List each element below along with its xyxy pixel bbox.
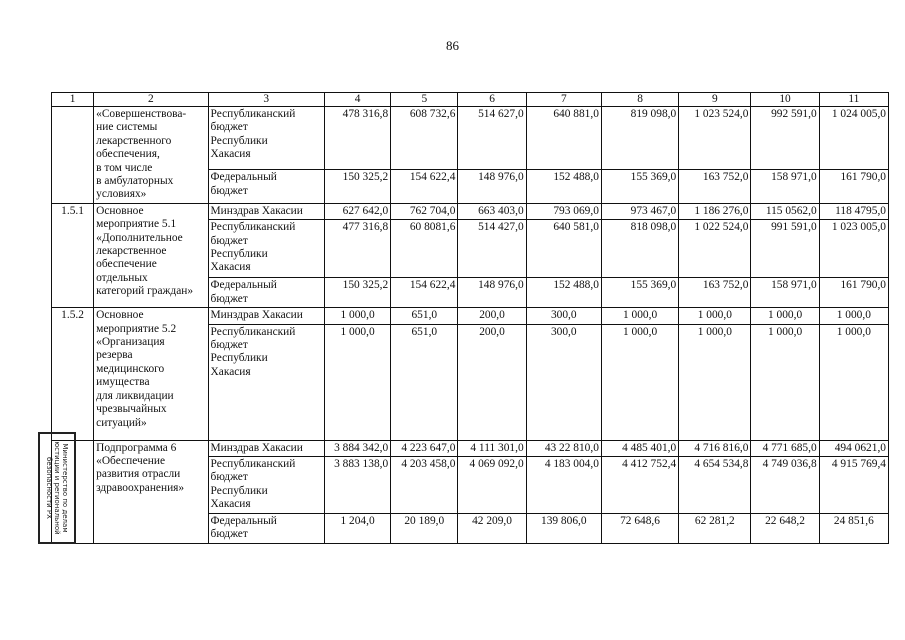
amount-cell: 72 648,6	[601, 513, 678, 543]
amount-cell: 1 000,0	[679, 324, 751, 440]
amount-cell: 200,0	[458, 308, 526, 324]
table-row	[52, 440, 889, 456]
amount-cell: 4 749 036,8	[751, 457, 819, 514]
amount-cell: 4 716 816,0	[679, 440, 751, 456]
header-cell: 1	[52, 93, 94, 107]
amount-cell: 1 000,0	[324, 324, 390, 440]
header-cell: 6	[458, 93, 526, 107]
amount-cell: 118 4795,0	[819, 203, 888, 219]
amount-cell: 155 369,0	[601, 278, 678, 308]
amount-cell: 158 971,0	[751, 170, 819, 204]
row-number	[52, 107, 94, 204]
amount-cell: 150 325,2	[324, 278, 390, 308]
amount-cell: 4 223 647,0	[391, 440, 458, 456]
amount-cell: 200,0	[458, 324, 526, 440]
funding-source: Федеральный бюджет	[208, 513, 324, 543]
registration-stamp	[38, 432, 76, 544]
table-row	[52, 107, 889, 170]
amount-cell: 4 111 301,0	[458, 440, 526, 456]
activity-description: Основное мероприятие 5.1 «Дополнительное лекарственное обеспечение отдельных категорий граждан»	[94, 203, 208, 307]
amount-cell: 4 654 534,8	[679, 457, 751, 514]
funding-source: Минздрав Хакасии	[208, 440, 324, 456]
amount-cell: 514 627,0	[458, 107, 526, 170]
funding-source: Республиканский бюджет Республики Хакасия	[208, 457, 324, 514]
amount-cell: 1 000,0	[679, 308, 751, 324]
amount-cell: 514 427,0	[458, 220, 526, 278]
amount-cell: 4 915 769,4	[819, 457, 888, 514]
amount-cell: 1 000,0	[819, 324, 888, 440]
amount-cell: 24 851,6	[819, 513, 888, 543]
amount-cell: 60 8081,6	[391, 220, 458, 278]
funding-source: Республиканский бюджет Республики Хакасия	[208, 324, 324, 440]
amount-cell: 4 412 752,4	[601, 457, 678, 514]
funding-source: Республиканский бюджет Республики Хакасия	[208, 107, 324, 170]
amount-cell: 154 622,4	[391, 278, 458, 308]
amount-cell: 1 186 276,0	[679, 203, 751, 219]
row-number: 1.5.1	[52, 203, 94, 307]
header-cell: 8	[601, 93, 678, 107]
amount-cell: 1 000,0	[601, 324, 678, 440]
header-cell: 3	[208, 93, 324, 107]
amount-cell: 819 098,0	[601, 107, 678, 170]
amount-cell: 300,0	[526, 324, 601, 440]
table-row	[52, 203, 889, 219]
funding-source: Минздрав Хакасии	[208, 203, 324, 219]
amount-cell: 762 704,0	[391, 203, 458, 219]
amount-cell: 651,0	[391, 324, 458, 440]
amount-cell: 115 0562,0	[751, 203, 819, 219]
amount-cell: 1 000,0	[819, 308, 888, 324]
amount-cell: 163 752,0	[679, 278, 751, 308]
amount-cell: 20 189,0	[391, 513, 458, 543]
amount-cell: 992 591,0	[751, 107, 819, 170]
header-cell: 10	[751, 93, 819, 107]
header-cell: 2	[94, 93, 208, 107]
amount-cell: 43 22 810,0	[526, 440, 601, 456]
amount-cell: 1 024 005,0	[819, 107, 888, 170]
amount-cell: 4 069 092,0	[458, 457, 526, 514]
amount-cell: 161 790,0	[819, 170, 888, 204]
funding-source: Федеральный бюджет	[208, 278, 324, 308]
amount-cell: 158 971,0	[751, 278, 819, 308]
amount-cell: 1 023 524,0	[679, 107, 751, 170]
amount-cell: 150 325,2	[324, 170, 390, 204]
amount-cell: 163 752,0	[679, 170, 751, 204]
amount-cell: 62 281,2	[679, 513, 751, 543]
amount-cell: 640 581,0	[526, 220, 601, 278]
amount-cell: 477 316,8	[324, 220, 390, 278]
page-number: 86	[446, 38, 459, 53]
amount-cell: 300,0	[526, 308, 601, 324]
stamp-text: Министерство по делам юстиции и региональной безопасности РХ	[45, 441, 69, 535]
amount-cell: 4 771 685,0	[751, 440, 819, 456]
amount-cell: 627 642,0	[324, 203, 390, 219]
amount-cell: 1 023 005,0	[819, 220, 888, 278]
funding-source: Республиканский бюджет Республики Хакасия	[208, 220, 324, 278]
amount-cell: 4 183 004,0	[526, 457, 601, 514]
header-cell: 7	[526, 93, 601, 107]
amount-cell: 22 648,2	[751, 513, 819, 543]
header-cell: 4	[324, 93, 390, 107]
funding-source: Федеральный бюджет	[208, 170, 324, 204]
header-cell: 9	[679, 93, 751, 107]
table-row	[52, 308, 889, 324]
amount-cell: 793 069,0	[526, 203, 601, 219]
amount-cell: 139 806,0	[526, 513, 601, 543]
amount-cell: 3 883 138,0	[324, 457, 390, 514]
amount-cell: 478 316,8	[324, 107, 390, 170]
amount-cell: 161 790,0	[819, 278, 888, 308]
amount-cell: 663 403,0	[458, 203, 526, 219]
header-cell: 11	[819, 93, 888, 107]
activity-description: «Совершенствова- ние системы лекарственного обеспечения, в том числе в амбулаторных условиях»	[94, 107, 208, 204]
amount-cell: 973 467,0	[601, 203, 678, 219]
amount-cell: 4 485 401,0	[601, 440, 678, 456]
amount-cell: 42 209,0	[458, 513, 526, 543]
amount-cell: 1 204,0	[324, 513, 390, 543]
funding-source: Минздрав Хакасии	[208, 308, 324, 324]
budget-table	[51, 92, 889, 544]
amount-cell: 1 000,0	[601, 308, 678, 324]
amount-cell: 818 098,0	[601, 220, 678, 278]
amount-cell: 155 369,0	[601, 170, 678, 204]
amount-cell: 1 000,0	[751, 324, 819, 440]
amount-cell: 991 591,0	[751, 220, 819, 278]
header-cell: 5	[391, 93, 458, 107]
amount-cell: 152 488,0	[526, 170, 601, 204]
amount-cell: 3 884 342,0	[324, 440, 390, 456]
amount-cell: 152 488,0	[526, 278, 601, 308]
amount-cell: 148 976,0	[458, 170, 526, 204]
amount-cell: 1 000,0	[751, 308, 819, 324]
amount-cell: 1 000,0	[324, 308, 390, 324]
amount-cell: 154 622,4	[391, 170, 458, 204]
header-row	[52, 93, 889, 107]
activity-description: Подпрограмма 6 «Обеспечение развития отрасли здравоохранения»	[94, 440, 208, 543]
amount-cell: 4 203 458,0	[391, 457, 458, 514]
amount-cell: 148 976,0	[458, 278, 526, 308]
row-number: 1.5.2	[52, 308, 94, 440]
amount-cell: 1 022 524,0	[679, 220, 751, 278]
amount-cell: 651,0	[391, 308, 458, 324]
amount-cell: 494 0621,0	[819, 440, 888, 456]
amount-cell: 640 881,0	[526, 107, 601, 170]
activity-description: Основное мероприятие 5.2 «Организация резерва медицинского имущества для ликвидации чрезвычайных ситуаций»	[94, 308, 208, 440]
amount-cell: 608 732,6	[391, 107, 458, 170]
